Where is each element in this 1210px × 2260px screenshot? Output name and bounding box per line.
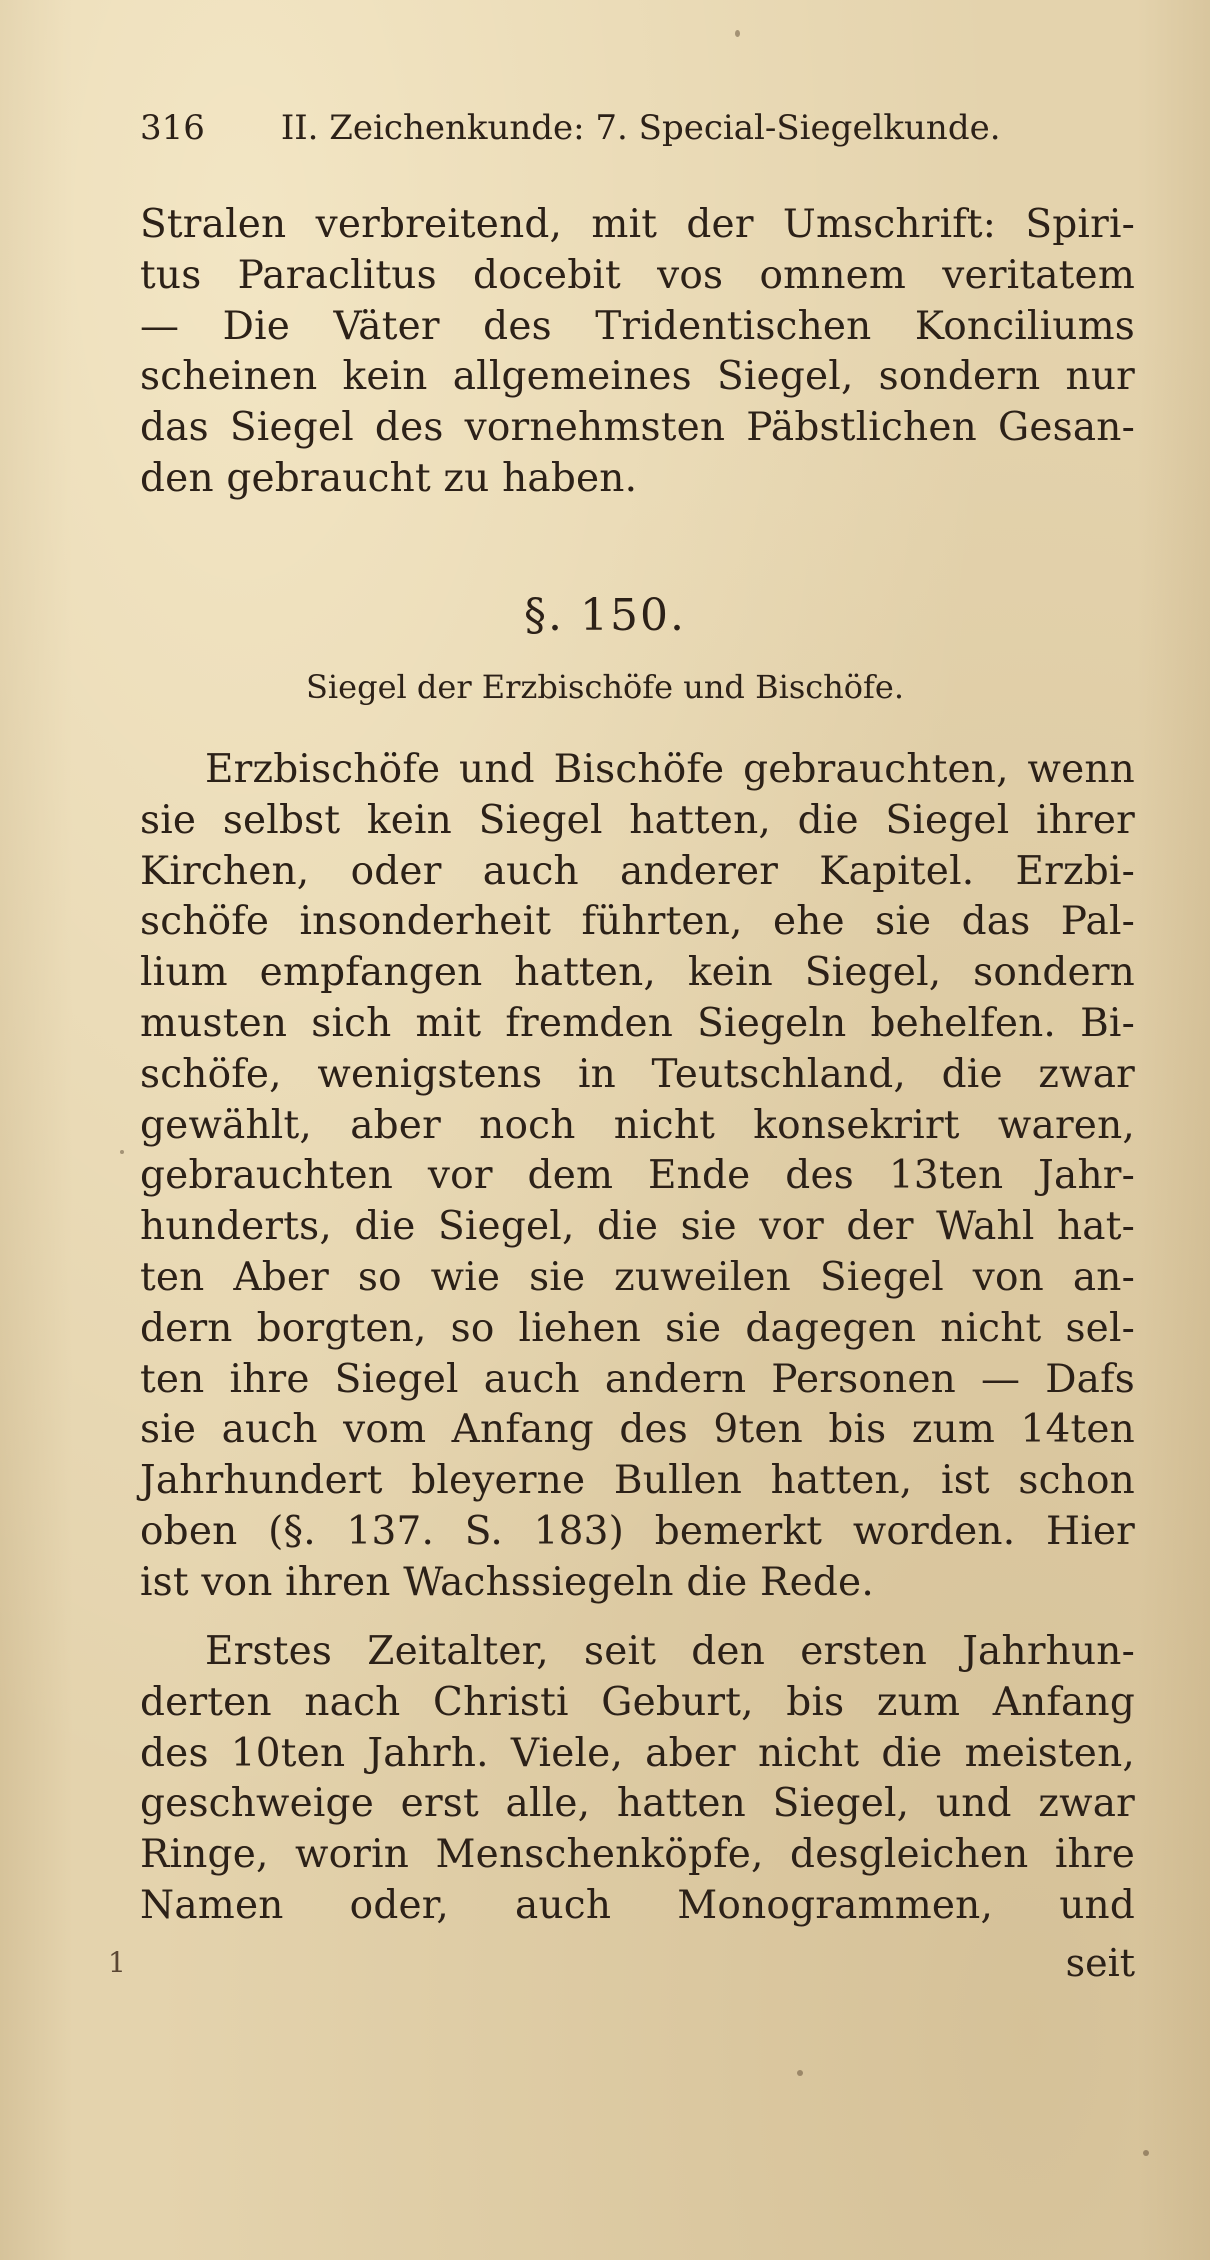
section-heading: Siegel der Erzbischöfe und Bischöfe. xyxy=(305,668,904,706)
catchword: seit xyxy=(1065,1941,1135,1985)
paragraph-erzbischoefe xyxy=(140,745,1135,1609)
text-line: den gebraucht zu haben. xyxy=(140,455,638,501)
text-line: musten sich mit fremden Siegeln behelfen. Bi- xyxy=(140,1000,1135,1046)
text-line: ist von ihren Wachssiegeln die Rede. xyxy=(140,1559,874,1605)
text-line: geschweige erst alle, hatten Siegel, und zwar xyxy=(140,1781,1135,1827)
section-number: §. 150. xyxy=(524,590,686,641)
text-line: scheinen kein allgemeines Siegel, sondern nur xyxy=(140,354,1135,400)
text-line: — Die Väter des Tridentischen Konciliums xyxy=(140,303,1135,349)
text-line: oben (§. 137. S. 183) bemerkt worden. Hier xyxy=(140,1508,1135,1554)
page-number: 316 xyxy=(140,108,205,148)
running-header xyxy=(140,108,1140,148)
text-line: Erstes Zeitalter, seit den ersten Jahrhun- xyxy=(205,1629,1135,1674)
text-line: ten Aber so wie sie zuweilen Siegel von an- xyxy=(140,1254,1135,1300)
text-line: tus Paraclitus docebit vos omnem veritatem xyxy=(140,252,1135,298)
text-line: das Siegel des vornehmsten Päbstlichen Gesan- xyxy=(140,405,1135,451)
text-line: Kirchen, oder auch anderer Kapitel. Erzbi- xyxy=(140,848,1135,894)
text-line: schöfe insonderheit führten, ehe sie das Pal- xyxy=(140,899,1135,945)
text-line: sie selbst kein Siegel hatten, die Siegel ihrer xyxy=(140,797,1135,843)
paper-speck xyxy=(120,1150,124,1154)
text-line: dern borgten, so liehen sie dagegen nicht sel- xyxy=(140,1305,1135,1351)
text-line: hunderts, die Siegel, die sie vor der Wahl hat- xyxy=(140,1204,1135,1250)
text-line: Namen oder, auch Monogrammen, und xyxy=(140,1882,1135,1928)
text-line: des 10ten Jahrh. Viele, aber nicht die meisten, xyxy=(140,1730,1135,1776)
text-line: derten nach Christi Geburt, bis zum Anfang xyxy=(140,1679,1135,1725)
paper-speck xyxy=(735,30,740,37)
margin-mark: 1 xyxy=(108,1946,126,1979)
paragraph-erstes-zeitalter xyxy=(140,1627,1135,1932)
text-line: schöfe, wenigstens in Teutschland, die zwar xyxy=(140,1051,1135,1097)
paper-speck xyxy=(797,2070,803,2076)
text-line: Jahrhundert bleyerne Bullen hatten, ist schon xyxy=(140,1458,1135,1504)
text-line: ten ihre Siegel auch andern Personen — Dafs xyxy=(140,1356,1135,1402)
text-line: Erzbischöfe und Bischöfe gebrauchten, wenn xyxy=(205,747,1135,792)
text-line: lium empfangen hatten, kein Siegel, sondern xyxy=(140,950,1135,996)
text-line: Stralen verbreitend, mit der Umschrift: Spiri- xyxy=(140,202,1135,247)
paragraph-continuation xyxy=(140,200,1135,505)
text-line: Ringe, worin Menschenköpfe, desgleichen ihre xyxy=(140,1832,1135,1878)
text-line: gewählt, aber noch nicht konsekrirt waren, xyxy=(140,1102,1135,1148)
text-line: gebrauchten vor dem Ende des 13ten Jahr- xyxy=(140,1153,1135,1199)
text-line: sie auch vom Anfang des 9ten bis zum 14ten xyxy=(140,1407,1135,1453)
running-title: II. Zeichenkunde: 7. Special-Siegelkunde. xyxy=(280,108,1001,148)
paper-speck xyxy=(1143,2150,1149,2156)
